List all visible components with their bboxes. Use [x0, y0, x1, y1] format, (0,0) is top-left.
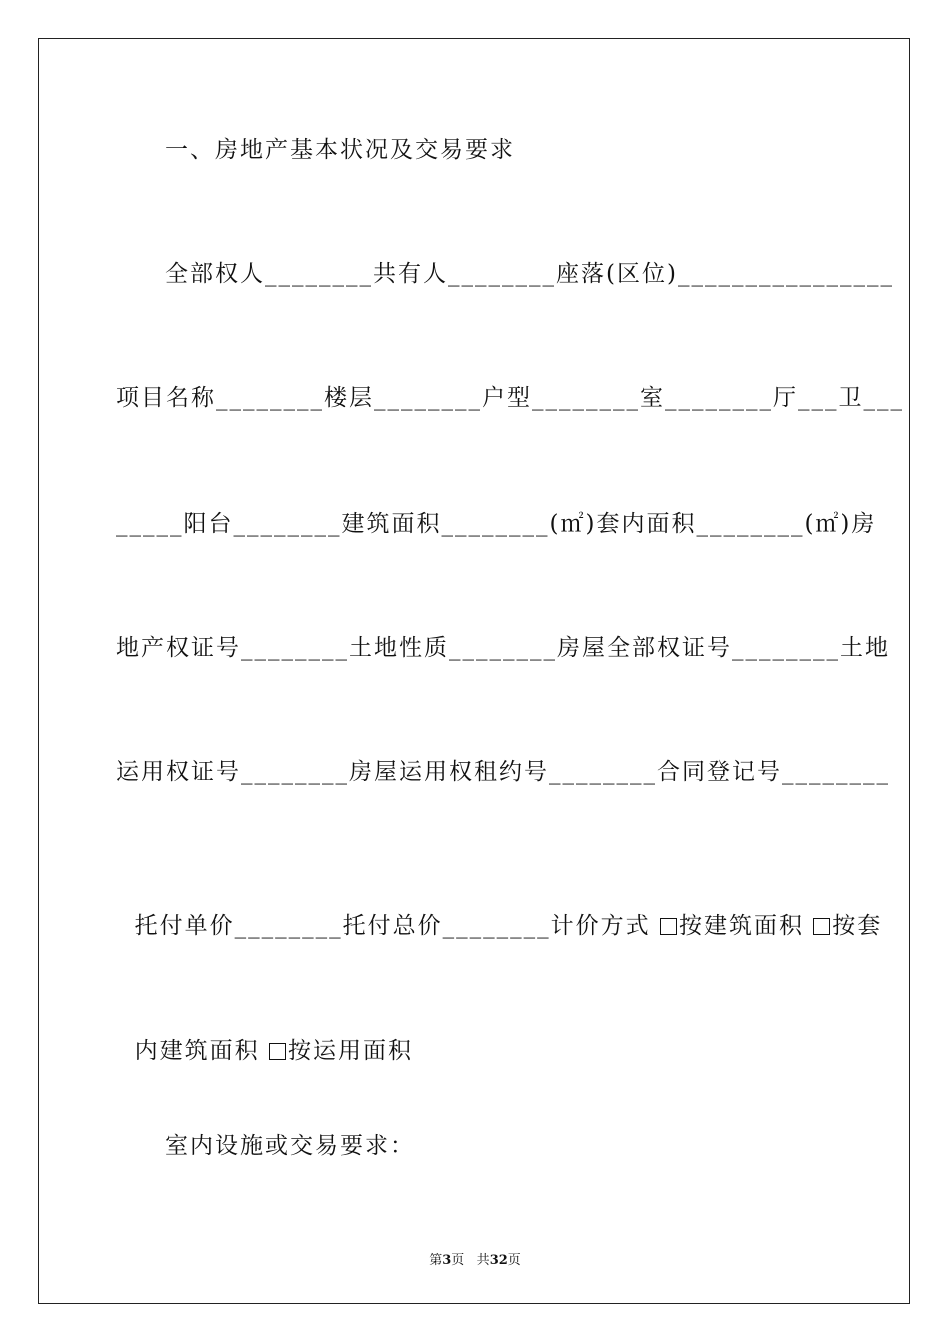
option-inner-area-label-part2: 内建筑面积 [134, 1038, 260, 1064]
footer-total-prefix: 共 [476, 1253, 490, 1268]
footer-total-unit: 页 [507, 1253, 521, 1268]
page-border [38, 38, 910, 1304]
footer-prefix: 第 [429, 1253, 443, 1268]
option-inner-area-label-part1: 按套 [832, 913, 883, 939]
option-building-area-label: 按建筑面积 [678, 913, 804, 939]
checkbox-inner-area[interactable] [813, 918, 830, 935]
checkbox-building-area[interactable] [660, 918, 677, 935]
text-line-pricing [116, 881, 883, 941]
checkbox-usable-area[interactable] [269, 1043, 286, 1060]
text-line-certificate: 地产权证号________土地性质________房屋全部权证号________土地 [116, 635, 890, 661]
text-line-land-use: 运用权证号________房屋运用权租约号________合同登记号________ [116, 759, 890, 785]
page-footer [0, 1249, 950, 1268]
pricing-prefix: 托付单价________托付总价________计价方式 [134, 913, 660, 939]
facilities-label: 室内设施或交易要求： [165, 1133, 415, 1159]
section-heading: 一、房地产基本状况及交易要求 [165, 137, 515, 163]
text-line-owner: 全部权人________共有人________座落(区位)________________ [165, 261, 894, 287]
text-line-project: 项目名称________楼层________户型________室________厅___卫___ [116, 385, 904, 411]
footer-page-unit: 页 [451, 1253, 465, 1268]
option-usable-area-label: 按运用面积 [287, 1038, 413, 1064]
footer-page-number: 3 [442, 1253, 452, 1268]
footer-total-pages: 32 [489, 1253, 508, 1268]
text-line-pricing-cont [116, 1006, 836, 1066]
text-line-area: _____阳台________建筑面积________(㎡)套内面积________(㎡)房 [116, 511, 877, 537]
